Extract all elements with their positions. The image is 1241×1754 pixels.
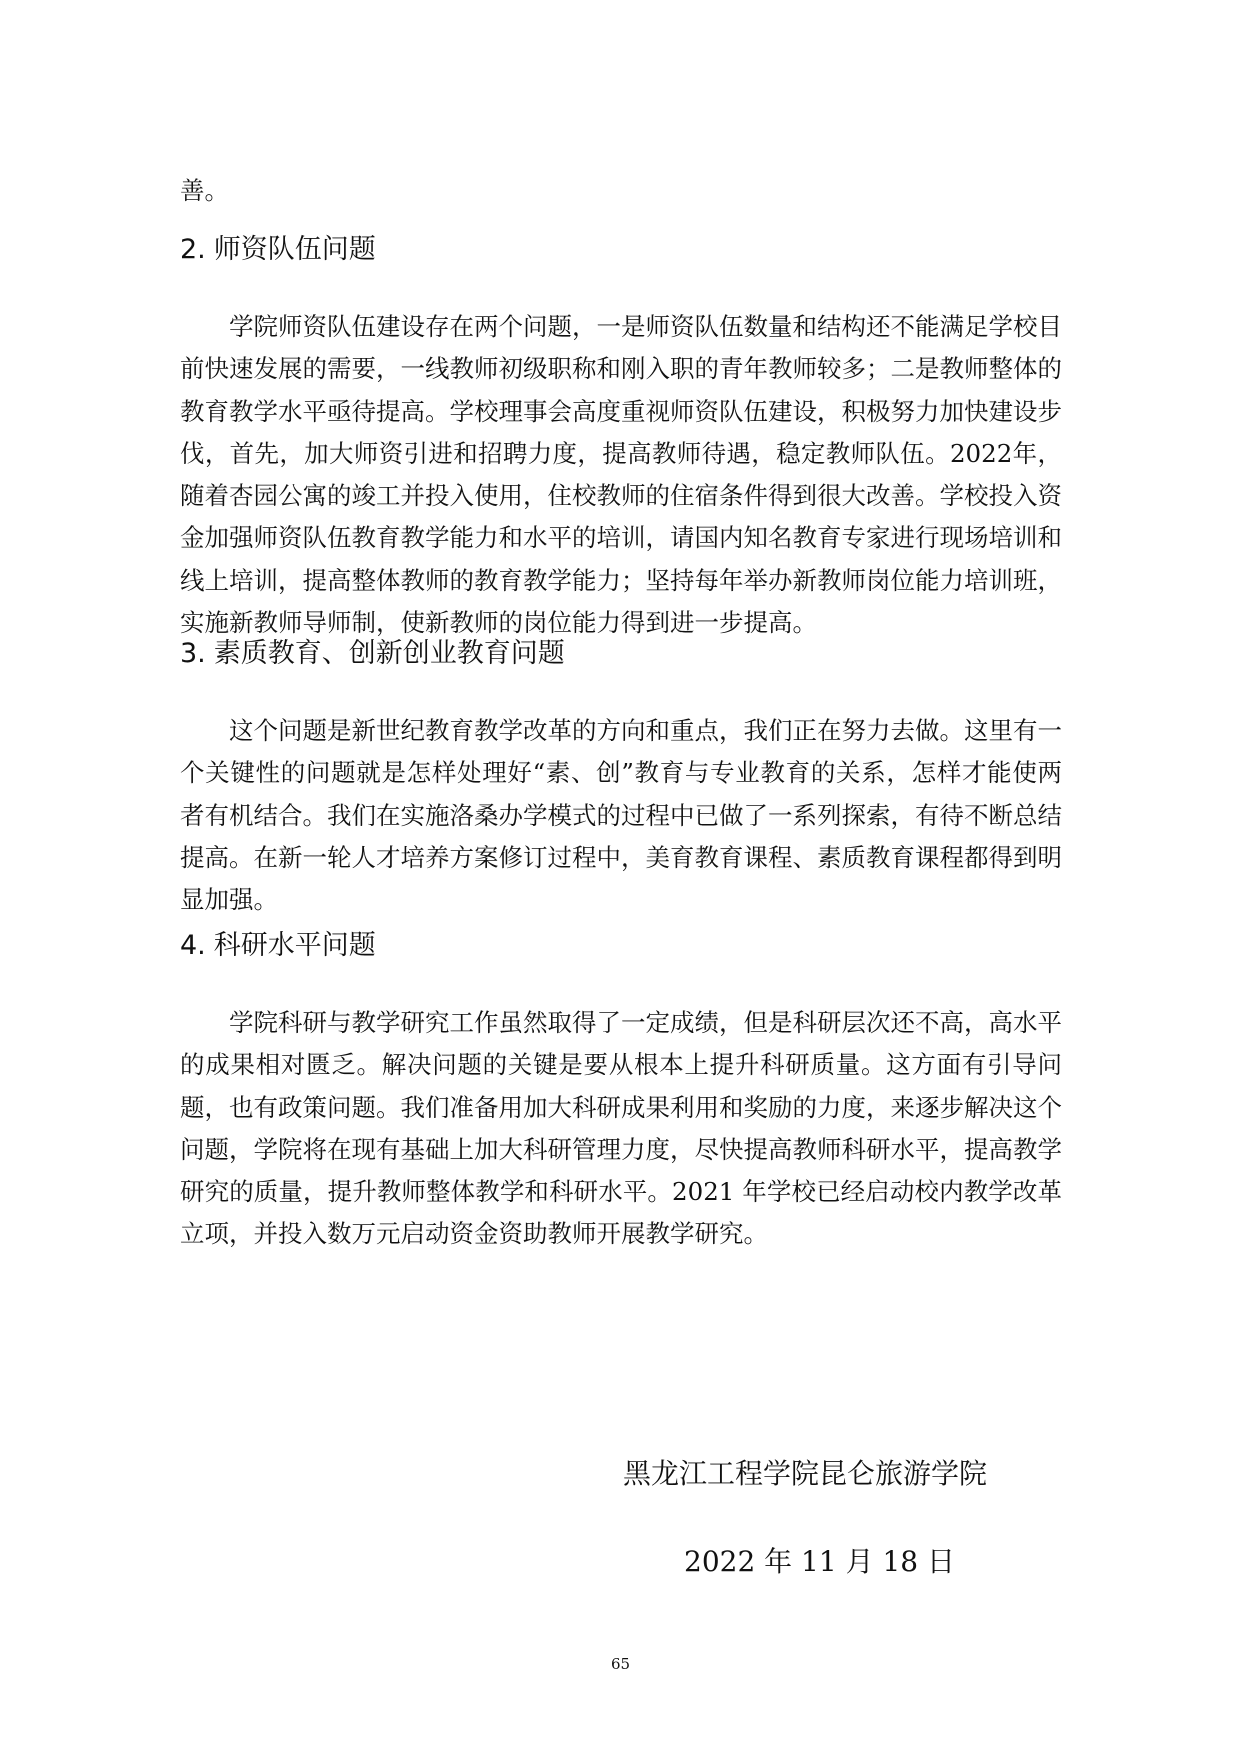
continuation-text: 善。 (180, 176, 229, 205)
section-body-2: 学院师资队伍建设存在两个问题，一是师资队伍数量和结构还不能满足学校目前快速发展的需要，一线教师初级职称和刚入职的青年教师较多；二是教师整体的教育教学水平亟待提高。学校理事会高度重视师资队伍建设，积极努力加快建设步伐，首先，加大师资引进和招聘力度，提高教师待遇，稳定教师队伍。2022年，随着杏园公寓的竣工并投入使用，住校教师的住宿条件得到很大改善。学校投入资金加强师资队伍教育教学能力和水平的培训，请国内知名教育专家进行现场培训和线上培训，提高整体教师的教育教学能力；坚持每年举办新教师岗位能力培训班，实施新教师导师制，使新教师的岗位能力得到进一步提高。 (180, 312, 1062, 638)
section-body-4: 学院科研与教学研究工作虽然取得了一定成绩，但是科研层次还不高，高水平的成果相对匮乏。解决问题的关键是要从根本上提升科研质量。这方面有引导问题，也有政策问题。我们准备用加大科研成果利用和奖励的力度，来逐步解决这个问题，学院将在现有基础上加大科研管理力度，尽快提高教师科研水平，提高教学研究的质量，提升教师整体教学和科研水平。2021 年学校已经启动校内教学改革立项，并投入数万元启动资金资助教师开展教学研究。 (180, 1008, 1062, 1249)
signature-date: 2022 年 11 月 18 日 (684, 1545, 956, 1578)
section-title: 素质教育、创新创业教育问题 (213, 638, 565, 669)
section-body-3: 这个问题是新世纪教育教学改革的方向和重点，我们正在努力去做。这里有一个关键性的问题就是怎样处理好“素、创”教育与专业教育的关系，怎样才能使两者有机结合。我们在实施洛桑办学模式的过程中已做了一系列探索，有待不断总结提高。在新一轮人才培养方案修订过程中，美育教育课程、素质教育课程都得到明显加强。 (180, 716, 1062, 915)
section-number: 2. (180, 234, 206, 265)
section-number: 3. (180, 638, 206, 669)
section-heading-2 (180, 233, 376, 267)
section-title: 科研水平问题 (213, 930, 376, 961)
section-number: 4. (180, 930, 206, 961)
section-title: 师资队伍问题 (213, 234, 376, 265)
page-number: 65 (610, 1655, 631, 1673)
section-heading-4 (180, 929, 376, 963)
signature-institution: 黑龙江工程学院昆仑旅游学院 (623, 1457, 988, 1490)
section-heading-3 (180, 637, 565, 671)
